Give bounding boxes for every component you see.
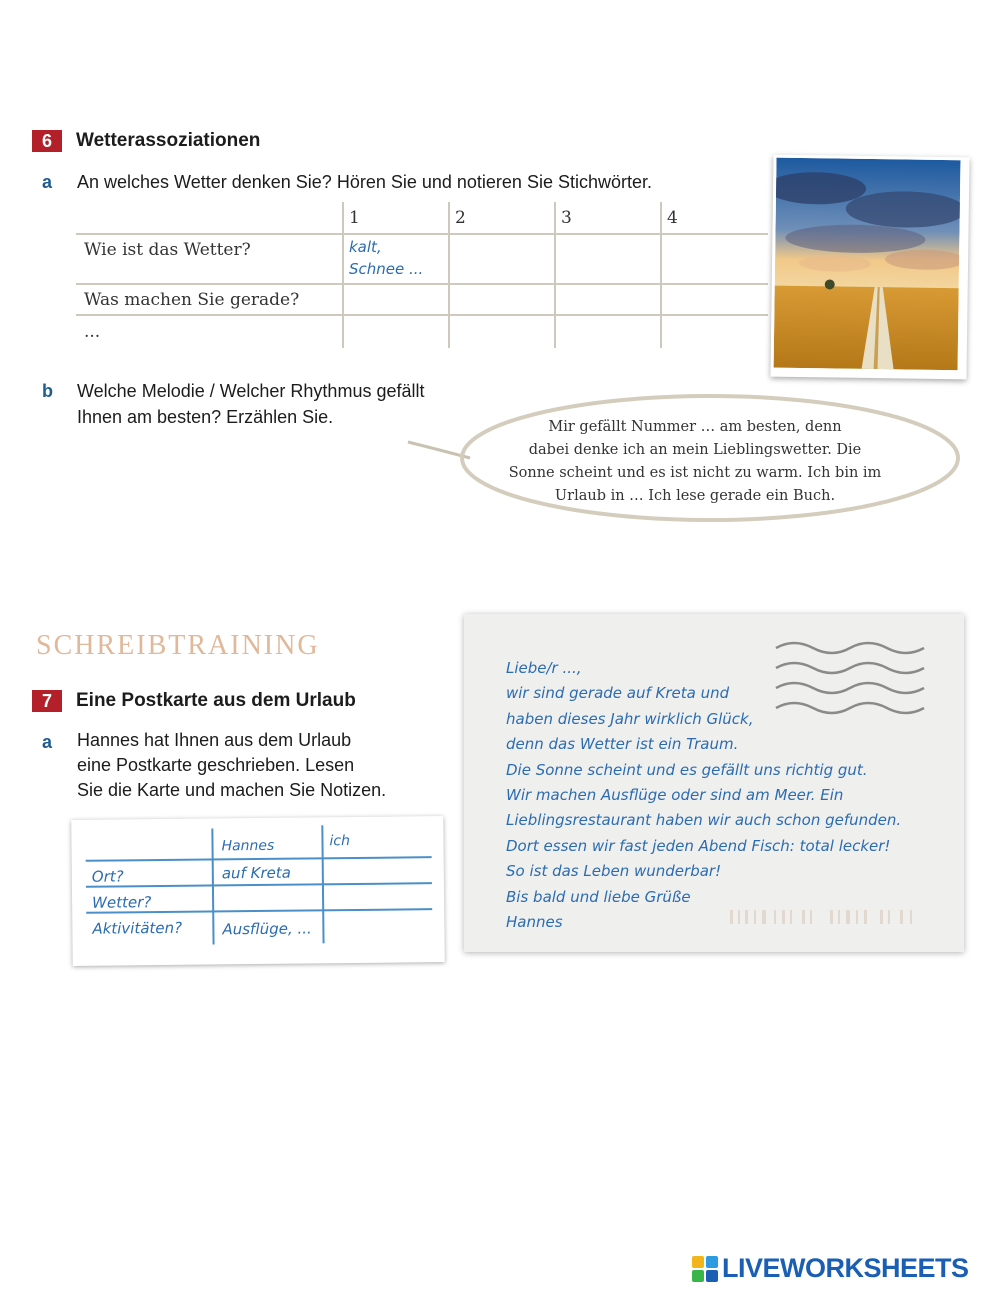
notes-aktivitaeten-hannes: Ausflüge, ... — [222, 919, 312, 939]
exercise-6b-instruction-line2: Ihnen am besten? Erzählen Sie. — [77, 407, 334, 427]
notes-row-aktivitaeten: Aktivitäten? — [92, 918, 183, 938]
exercise-6a-instruction: An welches Wetter denken Sie? Hören Sie und notieren Sie Stichwörter. — [77, 172, 652, 192]
postcard-line: wir sind gerade auf Kreta und — [506, 684, 730, 703]
row-divider — [76, 233, 768, 235]
exercise-6b-letter: b — [42, 381, 53, 401]
notes-row-ort: Ort? — [91, 867, 124, 886]
speech-line: Mir gefällt Nummer … am besten, denn — [548, 419, 842, 435]
exercise-7a-letter: a — [42, 732, 53, 752]
example-answer-line1: kalt, — [349, 238, 382, 256]
notes-ort-hannes: auf Kreta — [221, 863, 291, 883]
weather-table — [76, 202, 768, 348]
row-divider — [76, 314, 768, 316]
col-header-1: 1 — [349, 208, 360, 228]
col-header-3: 3 — [561, 208, 572, 228]
col-divider — [554, 202, 556, 348]
liveworksheets-logo-icon — [692, 1256, 718, 1282]
instruction-line: eine Postkarte geschrieben. Lesen — [77, 755, 355, 775]
liveworksheets-logo-text: LIVEWORKSHEETS — [722, 1253, 969, 1283]
col-divider — [342, 202, 344, 348]
col-divider — [448, 202, 450, 348]
exercise-6b-instruction-line1: Welche Melodie / Welcher Rhythmus gefällt — [77, 381, 425, 401]
notes-divider — [211, 828, 214, 944]
exercise-7-number: 7 — [32, 690, 62, 712]
speech-line: dabei denke ich an mein Lieblingswetter. Die — [528, 442, 862, 458]
row-label-weather: Wie ist das Wetter? — [84, 240, 251, 260]
notes-row-wetter: Wetter? — [92, 893, 152, 912]
instruction-line: Hannes hat Ihnen aus dem Urlaub — [77, 730, 352, 750]
exercise-7a-instruction — [77, 728, 386, 803]
postcard-line: haben dieses Jahr wirklich Glück, — [506, 709, 754, 728]
row-divider — [76, 283, 768, 285]
exercise-6-title: Wetterassoziationen — [76, 130, 261, 151]
notes-card — [71, 816, 445, 966]
liveworksheets-logo — [692, 1253, 969, 1284]
postcard-line: Dort essen wir fast jeden Abend Fisch: total lecker! — [506, 836, 891, 855]
weather-photo — [770, 155, 969, 380]
postcard-line: Hannes — [506, 913, 563, 932]
postcard-message — [506, 656, 901, 935]
postcard-line: So ist das Leben wunderbar! — [506, 862, 722, 881]
exercise-7-title: Eine Postkarte aus dem Urlaub — [76, 690, 356, 711]
instruction-line: Sie die Karte und machen Sie Notizen. — [77, 780, 387, 800]
notes-col-hannes: Hannes — [221, 837, 275, 855]
example-answer-line2: Schnee ... — [349, 260, 424, 278]
exercise-6a-letter: a — [42, 172, 53, 192]
col-divider — [660, 202, 662, 348]
section-title: SCHREIBTRAINING — [36, 630, 320, 661]
row-label-activity: Was machen Sie gerade? — [84, 290, 300, 310]
postcard-line: Wir machen Ausflüge oder sind am Meer. Ein — [506, 786, 844, 805]
notes-rule — [86, 856, 432, 861]
speech-text — [470, 416, 920, 508]
speech-line: Sonne scheint und es ist nicht zu warm. Ich bin im — [508, 465, 882, 481]
postcard-line: Lieblingsrestaurant haben wir auch schon gefunden. — [506, 811, 902, 830]
notes-col-ich: ich — [329, 833, 351, 850]
postcard — [464, 614, 964, 952]
exercise-6-number: 6 — [32, 130, 62, 152]
row-label-more: ... — [84, 322, 101, 342]
speech-line: Urlaub in … Ich lese gerade ein Buch. — [554, 488, 836, 504]
postcard-line: denn das Wetter ist ein Traum. — [506, 735, 739, 754]
col-header-2: 2 — [455, 208, 466, 228]
postcard-line: Die Sonne scheint und es gefällt uns richtig gut. — [506, 760, 868, 779]
postcard-line: Liebe/r ..., — [506, 659, 582, 677]
field-landscape-image — [774, 158, 961, 371]
col-header-4: 4 — [667, 208, 678, 228]
postcard-line: Bis bald und liebe Grüße — [506, 887, 691, 906]
notes-rule — [86, 882, 432, 887]
